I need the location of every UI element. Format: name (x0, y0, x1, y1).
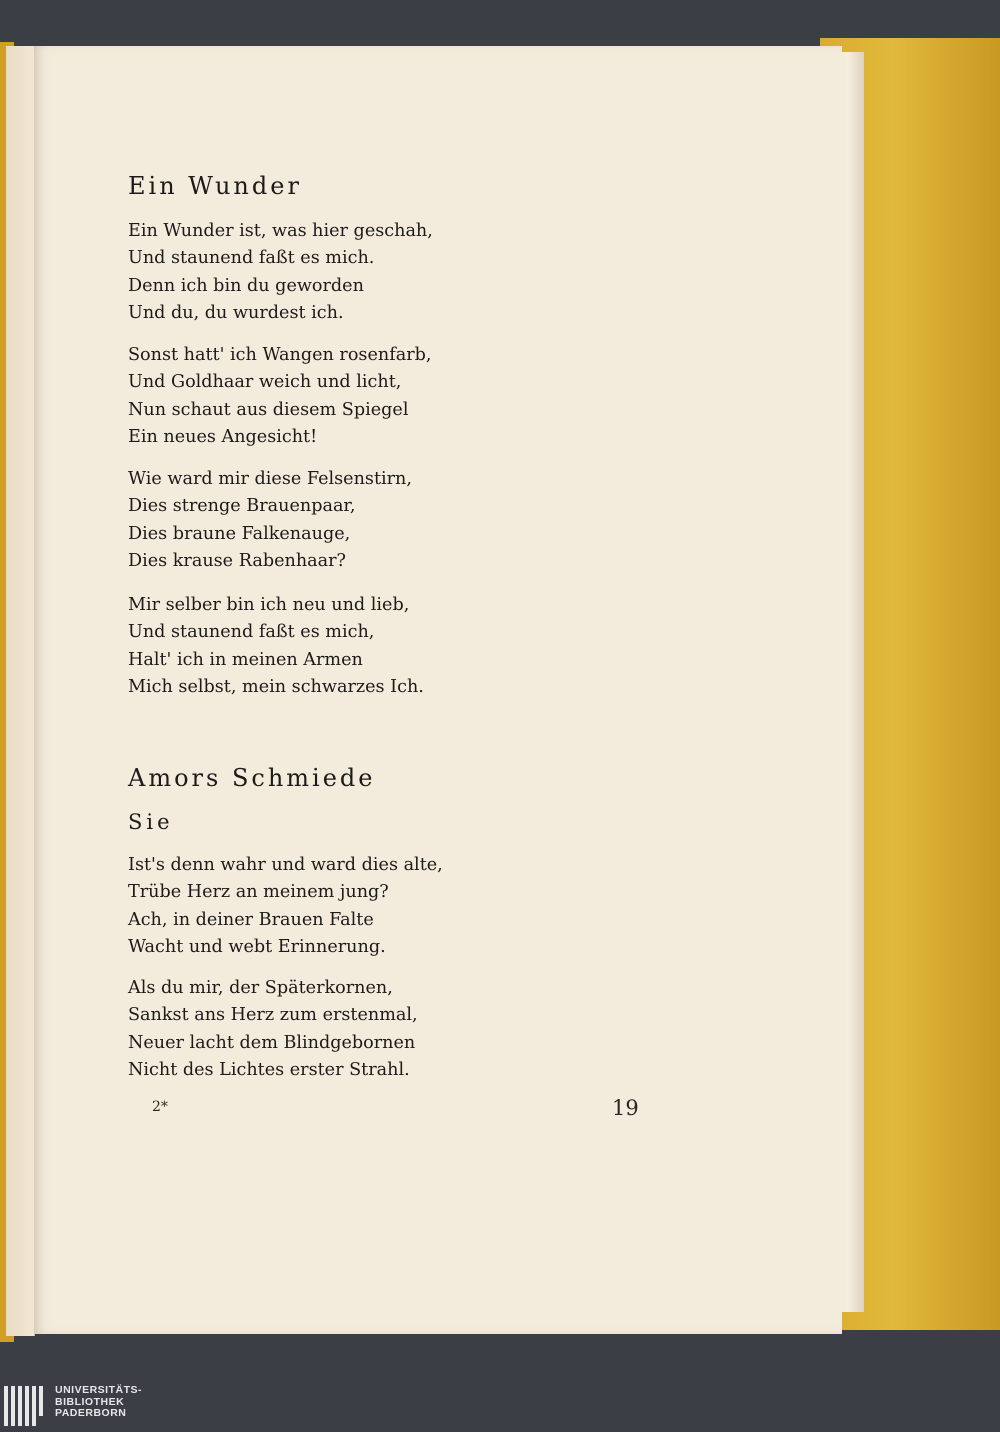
poem-line: Und staunend faßt es mich. (128, 248, 375, 269)
poem1-stanza-4 (128, 592, 424, 702)
poem-line: Und Goldhaar weich und licht, (128, 372, 402, 393)
poem-line: Ach, in deiner Brauen Falte (128, 909, 374, 930)
logo-line-3: PADERBORN (55, 1407, 127, 1419)
poem-line: Sankst ans Herz zum erstenmal, (128, 1005, 418, 1026)
signature-mark: 2* (152, 1099, 168, 1115)
poem-line: Wacht und webt Erinnerung. (128, 937, 386, 958)
poem-line: Trübe Herz an meinem jung? (128, 882, 389, 903)
poem-line: Denn ich bin du geworden (128, 275, 364, 296)
poem-line: Ein Wunder ist, was hier geschah, (128, 221, 433, 241)
poem-line: Halt' ich in meinen Armen (128, 649, 363, 670)
poem-line: Dies braune Falkenauge, (128, 523, 351, 544)
poem-line: Ein neues Angesicht! (128, 427, 318, 448)
poem-line: Und staunend faßt es mich, (128, 622, 375, 643)
poem-line: Ist's denn wahr und ward dies alte, (128, 855, 443, 875)
poem1-stanza-3 (128, 466, 412, 576)
poem2-title: Amors Schmiede (128, 764, 376, 792)
library-footer (0, 1380, 1000, 1432)
poem-line: Mich selbst, mein schwarzes Ich. (128, 677, 424, 698)
poem-line: Dies krause Rabenhaar? (128, 551, 346, 572)
logo-line-2: BIBLIOTHEK (55, 1395, 125, 1408)
poem-line: Und du, du wurdest ich. (128, 303, 344, 324)
poem1-stanza-1 (128, 218, 433, 328)
logo-line-1: UNIVERSITÄTS- (55, 1384, 143, 1396)
poem-line: Mir selber bin ich neu und lieb, (128, 595, 410, 615)
library-logo-text (55, 1385, 142, 1420)
poem-line: Als du mir, der Späterkornen, (128, 978, 393, 998)
page-number: 19 (612, 1096, 639, 1120)
library-logo-icon (4, 1386, 48, 1426)
poem1-stanza-2 (128, 342, 431, 452)
poem2-speaker: Sie (128, 810, 174, 834)
poem-line: Neuer lacht dem Blindgebornen (128, 1032, 416, 1053)
poem2-stanza-1 (128, 852, 443, 962)
poem-line: Nun schaut aus diesem Spiegel (128, 399, 409, 420)
poem-line: Dies strenge Brauenpaar, (128, 496, 356, 517)
poem-line: Sonst hatt' ich Wangen rosenfarb, (128, 345, 432, 365)
poem-line: Wie ward mir diese Felsenstirn, (128, 469, 412, 489)
poem-line: Nicht des Lichtes erster Strahl. (128, 1060, 410, 1081)
left-page-edge (6, 46, 35, 1336)
poem2-stanza-2 (128, 975, 418, 1085)
poem1-title: Ein Wunder (128, 172, 302, 200)
